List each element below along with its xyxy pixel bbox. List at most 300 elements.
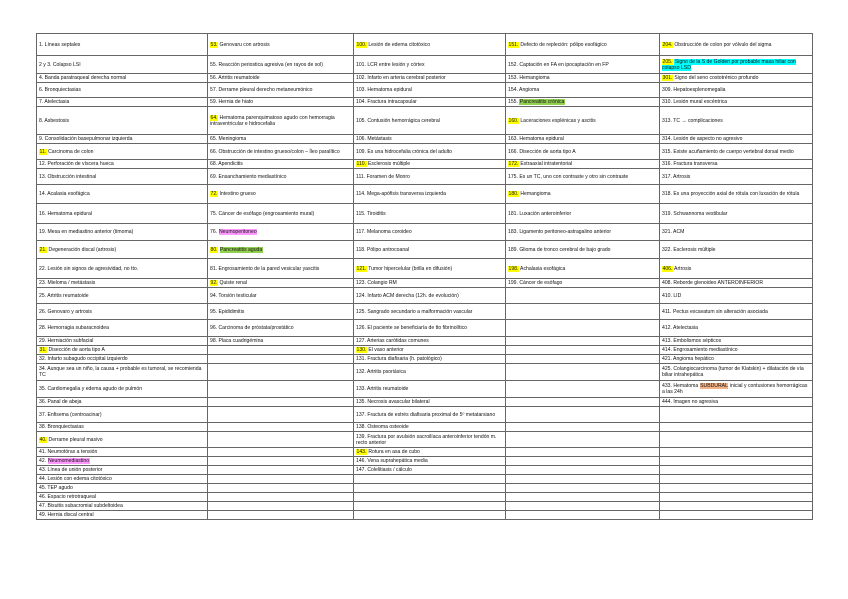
answer-cell	[208, 364, 354, 381]
answer-cell	[506, 144, 660, 160]
answer-text: 55. Reacción periostica agresiva (en rayos de sol)	[210, 61, 323, 68]
answer-cell	[37, 448, 208, 457]
answer-number-highlight: 110.	[356, 161, 367, 167]
answer-text: 163. Hematoma epidural	[508, 136, 564, 142]
answer-cell	[208, 169, 354, 185]
answer-text: 127. Arterias carótidas comunes	[356, 338, 429, 344]
answer-cell	[37, 160, 208, 169]
answer-cell	[37, 355, 208, 364]
answer-cell	[506, 288, 660, 304]
answer-cell	[354, 259, 506, 279]
answer-cell	[37, 466, 208, 475]
answer-cell	[506, 135, 660, 144]
answer-cell	[37, 34, 208, 56]
table-row	[37, 259, 813, 279]
answer-cell	[37, 224, 208, 241]
answer-cell	[354, 185, 506, 204]
answer-text: 68. Apendicitis	[210, 161, 243, 167]
answer-cell	[354, 135, 506, 144]
answer-text: 322. Esclerosis múltiple	[662, 246, 716, 253]
answer-cell	[208, 224, 354, 241]
answer-cell	[208, 204, 354, 224]
answer-text: 412. Atelectasia	[662, 325, 698, 331]
answer-text: 124. Infarto ACM derecha (12h. de evolución)	[356, 292, 459, 299]
answer-number-highlight: 72.	[210, 191, 218, 197]
answer-text: Intestino grueso	[218, 191, 256, 197]
answer-text: Rotura en asa de cubo	[366, 449, 420, 455]
answer-cell	[208, 56, 354, 74]
answer-cell	[354, 279, 506, 288]
answer-number-highlight: 198.	[508, 265, 519, 272]
answer-text: 408. Reborde glenoideo ANTEROINFERIOR	[662, 280, 764, 286]
answer-text: 318. Es una proyección axial de rótula con luxación de rótula	[662, 191, 800, 197]
answer-text: El vaso anterior	[366, 347, 404, 353]
table-row	[37, 320, 813, 337]
answer-cell	[354, 56, 506, 74]
answer-text: 166. Disección de aorta tipo A	[508, 148, 576, 155]
answer-cell	[354, 381, 506, 398]
answer-text: 44. Lesión con edema citotóxico	[39, 476, 112, 482]
answer-cell	[37, 135, 208, 144]
answer-cell	[354, 98, 506, 107]
answer-cell	[660, 448, 813, 457]
answer-text: Quiste renal	[218, 280, 247, 286]
answer-cell	[506, 484, 660, 493]
answer-cell	[354, 355, 506, 364]
table-row	[37, 135, 813, 144]
table-row	[37, 185, 813, 204]
answer-cell	[506, 204, 660, 224]
table-row	[37, 493, 813, 502]
answer-cell	[354, 83, 506, 98]
answer-cell	[354, 160, 506, 169]
answer-text: 49. Hernia discal central	[39, 512, 94, 518]
answer-cell	[37, 56, 208, 74]
answer-number-highlight: 40.	[39, 436, 47, 443]
answer-number-highlight: 301.	[662, 75, 673, 81]
answer-text: Derrame pleural masivo	[47, 436, 103, 443]
answer-cell	[354, 337, 506, 346]
answer-text: 76.	[210, 229, 219, 235]
answer-cell	[37, 493, 208, 502]
answer-text: 109. Es una hidrocefalia crónica del adulto	[356, 148, 452, 155]
answer-text: 23. Mieloma / metástasis	[39, 280, 96, 286]
answer-text: 41. Neumotórax a tensión	[39, 449, 98, 455]
answer-text: Hematoma parenquimatoso agudo con hemorragia intraventricular e hidrocefalia	[210, 114, 335, 127]
table-row	[37, 160, 813, 169]
answer-text: Extraaxial intratentorial	[518, 161, 573, 167]
answer-text: 2 y 3. Colapso LSI	[39, 61, 81, 68]
answer-number-highlight: 130.	[356, 347, 367, 353]
answer-number-highlight: 80.	[210, 246, 218, 253]
answer-text: 4. Banda paratraqueal derecha normal	[39, 75, 127, 81]
answer-cell	[37, 484, 208, 493]
answer-cell	[660, 381, 813, 398]
answer-cell	[37, 169, 208, 185]
answer-sheet	[36, 33, 812, 520]
answer-text: 433. Hematoma	[662, 383, 700, 389]
answer-cell	[354, 407, 506, 423]
answer-cell	[506, 432, 660, 448]
answer-cell	[660, 502, 813, 511]
answer-text: 28. Hemorragia subaracnoidea	[39, 325, 109, 331]
answer-cell	[660, 160, 813, 169]
answer-text: 117. Melanoma coroideo	[356, 229, 412, 235]
answer-cell	[660, 83, 813, 98]
answer-cell	[506, 34, 660, 56]
answer-cell	[506, 398, 660, 407]
answer-cell	[37, 259, 208, 279]
answer-cell	[506, 320, 660, 337]
answer-cell	[208, 279, 354, 288]
highlighted-answer-text: Pancreatitis crónica	[519, 99, 565, 105]
answer-number-highlight: 180.	[508, 191, 519, 197]
answer-text: 414. Engrosamiento mediastínico	[662, 347, 738, 353]
answer-cell	[506, 185, 660, 204]
answer-text: Obstrucción de colon por vólvulo del sigma	[672, 41, 772, 48]
answer-text: 181. Luxación anteroinferior	[508, 210, 572, 217]
answer-text: Laceraciones esplénicas y ascitis	[518, 117, 596, 124]
answer-cell	[37, 279, 208, 288]
answer-text: 57. Derrame pleural derecho metaneumónico	[210, 87, 313, 93]
answer-text: 12. Perforación de víscera hueca	[39, 161, 114, 167]
answer-cell	[208, 511, 354, 520]
answer-text: 13. Obstrucción intestinal	[39, 173, 97, 180]
answer-cell	[354, 364, 506, 381]
answer-cell	[354, 457, 506, 466]
answer-text: 189. Glioma de tronco cerebral de bajo grado	[508, 246, 611, 253]
answer-text: 36. Panal de abeja	[39, 399, 82, 405]
table-row	[37, 83, 813, 98]
answer-cell	[660, 398, 813, 407]
answer-cell	[506, 346, 660, 355]
answer-cell	[37, 185, 208, 204]
answer-cell	[208, 423, 354, 432]
answer-cell	[208, 432, 354, 448]
answer-cell	[660, 135, 813, 144]
answer-text: 154. Angioma	[508, 87, 540, 93]
answer-text: Carcinoma de colon	[46, 148, 94, 155]
table-row	[37, 457, 813, 466]
answer-text: 66. Obstrucción de intestino grueso/colon – Íleo paralítico	[210, 148, 340, 155]
answer-cell	[660, 346, 813, 355]
answer-number-highlight: 21.	[39, 246, 47, 253]
answer-cell	[506, 407, 660, 423]
answer-text: 103. Hematoma epidural	[356, 87, 412, 93]
answer-text: Achalasia esofágica	[518, 265, 566, 272]
answers-table-body	[37, 34, 813, 520]
answer-cell	[208, 107, 354, 135]
answer-cell	[660, 169, 813, 185]
answer-text: 19. Mesa en mediastino anterior (timoma)	[39, 229, 134, 235]
answer-cell	[37, 304, 208, 320]
answer-cell	[208, 502, 354, 511]
answer-cell	[208, 259, 354, 279]
table-row	[37, 381, 813, 398]
answer-cell	[354, 475, 506, 484]
answer-cell	[354, 502, 506, 511]
answer-text: 125. Sangrado secundario a malformación vascular	[356, 308, 473, 315]
answer-text: 32. Infarto subagudo occipital izquierdo	[39, 356, 128, 362]
table-row	[37, 224, 813, 241]
answer-cell	[37, 241, 208, 259]
answer-cell	[354, 304, 506, 320]
answer-text: 104. Fractura intracapsular	[356, 99, 417, 105]
answer-cell	[208, 83, 354, 98]
answer-cell	[660, 407, 813, 423]
answer-cell	[37, 364, 208, 381]
answer-cell	[506, 56, 660, 74]
table-row	[37, 304, 813, 320]
answer-number-highlight: 406.	[662, 265, 673, 272]
answer-text: 8. Asbestosis	[39, 117, 70, 124]
answer-cell	[660, 259, 813, 279]
answer-cell	[660, 107, 813, 135]
answer-cell	[506, 364, 660, 381]
answer-text: 319. Schwannoma vestibular	[662, 210, 728, 217]
answer-cell	[354, 241, 506, 259]
answer-cell	[660, 337, 813, 346]
answer-cell	[208, 135, 354, 144]
table-row	[37, 475, 813, 484]
answer-text: 411. Pectus excavatum sin alteración asociada	[662, 308, 768, 315]
answer-cell	[354, 224, 506, 241]
answer-cell	[354, 320, 506, 337]
answer-text: 153. Hemangioma	[508, 75, 550, 81]
answer-cell	[37, 475, 208, 484]
answer-text: 444. Imagen no agresiva	[662, 399, 719, 405]
answer-text: 105. Contusión hemorrágica cerebral	[356, 117, 440, 124]
answer-cell	[208, 484, 354, 493]
answer-cell	[354, 346, 506, 355]
answer-number-highlight: 143.	[356, 449, 367, 455]
answer-text: Defecto de repleción: pólipo esofágico	[518, 41, 607, 48]
answer-cell	[506, 381, 660, 398]
answer-cell	[660, 423, 813, 432]
answer-cell	[37, 423, 208, 432]
answer-text: Hemangioma	[518, 191, 551, 197]
answer-text: 45. TEP agudo	[39, 485, 73, 491]
answer-cell	[506, 475, 660, 484]
answer-text: 155.	[508, 99, 520, 105]
answer-cell	[354, 484, 506, 493]
answer-text: 135. Necrosis avascular bilateral	[356, 399, 430, 405]
answer-number-highlight: 31.	[39, 347, 47, 353]
answer-text: 114. Mega-apófisis transversa izquierda	[356, 191, 446, 197]
answer-text: 131. Fractura diafisaria (h. patológico)	[356, 356, 442, 362]
answer-text: 47. Bisuitis subacromial subdeltoidea	[39, 503, 123, 509]
answer-text: 1. Líneas septales	[39, 41, 81, 48]
table-row	[37, 432, 813, 448]
answer-text: 6. Bronquiectasias	[39, 87, 81, 93]
answer-cell	[660, 56, 813, 74]
answer-text: 421. Angioma hepático	[662, 356, 714, 362]
table-row	[37, 502, 813, 511]
answer-text: 315. Existe acuñamiento de cuerpo vertebral dorsal medio	[662, 148, 794, 155]
answer-number-highlight: 53.	[210, 41, 218, 48]
answer-cell	[354, 493, 506, 502]
answer-cell	[660, 74, 813, 83]
answer-cell	[506, 493, 660, 502]
answer-number-highlight: 11.	[39, 148, 47, 155]
answer-text: 34. Aunque sea un niño, la causa + probable es tumoral, se recomienda TC	[39, 366, 202, 378]
answer-cell	[506, 279, 660, 288]
table-row	[37, 423, 813, 432]
answer-cell	[208, 98, 354, 107]
answer-cell	[37, 502, 208, 511]
answer-cell	[37, 337, 208, 346]
answer-number-highlight: 100.	[356, 41, 367, 48]
answer-text: 111. Foramen de Monro	[356, 173, 410, 180]
answer-cell	[208, 381, 354, 398]
table-row	[37, 511, 813, 520]
answer-text: 310. Lesión mural excéntrica	[662, 99, 728, 105]
table-row	[37, 337, 813, 346]
answer-cell	[354, 204, 506, 224]
answer-cell	[506, 74, 660, 83]
answers-table	[36, 33, 813, 520]
answer-text: 413. Embolismos sépticos	[662, 338, 722, 344]
answer-cell	[506, 466, 660, 475]
answer-number-highlight: 64.	[210, 114, 218, 121]
answer-text: 314. Lesión de aspecto no agresivo	[662, 136, 743, 142]
answer-text: 101. LCR entre lesión y córtex	[356, 61, 425, 68]
answer-text: 35. Cardiomegalia y edema agudo de pulmón	[39, 386, 143, 392]
answer-text: 37. Enfisema (centroacinar)	[39, 411, 102, 418]
answer-cell	[208, 466, 354, 475]
answer-cell	[660, 484, 813, 493]
table-row	[37, 98, 813, 107]
answer-cell	[37, 98, 208, 107]
answer-cell	[660, 475, 813, 484]
answer-cell	[660, 511, 813, 520]
answer-cell	[660, 241, 813, 259]
answer-cell	[37, 144, 208, 160]
answer-number-highlight: 204.	[662, 41, 673, 48]
table-row	[37, 355, 813, 364]
answer-cell	[354, 107, 506, 135]
answer-cell	[208, 304, 354, 320]
answer-text: 175. Es un TC, uno con contraste y otro sin contraste	[508, 173, 629, 180]
answer-text: 59. Hernia de hiato	[210, 99, 254, 105]
answer-text: 183. Ligamento peritoneo-astragalino anterior	[508, 229, 612, 235]
answer-cell	[506, 224, 660, 241]
answer-text: 69. Ensanchamiento mediastínico	[210, 173, 287, 180]
answer-cell	[660, 34, 813, 56]
answer-cell	[37, 320, 208, 337]
answer-cell	[354, 423, 506, 432]
answer-cell	[660, 493, 813, 502]
answer-cell	[37, 288, 208, 304]
answer-text: 14. Acalasia esofágica	[39, 191, 90, 197]
answer-cell	[506, 107, 660, 135]
answer-cell	[354, 398, 506, 407]
answer-cell	[208, 185, 354, 204]
table-row	[37, 288, 813, 304]
answer-text: Esclerosis múltiple	[366, 161, 411, 167]
answer-cell	[354, 432, 506, 448]
highlighted-answer-text: Neumomediastino	[48, 458, 90, 464]
answer-cell	[660, 185, 813, 204]
answer-number-highlight: 151.	[508, 41, 519, 48]
answer-cell	[660, 355, 813, 364]
answer-text: 410. LID	[662, 292, 682, 299]
answer-text: 317. Artrosis	[662, 173, 691, 180]
table-row	[37, 144, 813, 160]
answer-cell	[37, 432, 208, 448]
highlighted-answer-text: Pancreatitis aguda	[220, 246, 263, 253]
answer-cell	[660, 304, 813, 320]
table-row	[37, 346, 813, 355]
answer-cell	[506, 448, 660, 457]
answer-cell	[354, 466, 506, 475]
answer-cell	[354, 288, 506, 304]
highlighted-answer-text: Signo de la S de Golden por probable masa hiliar con colapso LSD	[662, 58, 796, 71]
answer-cell	[37, 398, 208, 407]
answer-cell	[208, 337, 354, 346]
answer-text: 25. Artritis reumatoide	[39, 292, 89, 299]
answer-cell	[354, 144, 506, 160]
table-row	[37, 466, 813, 475]
answer-text: 139. Fractura por avulsión sacroilíaca anteroinferior tendón m. recto anterior	[356, 433, 497, 446]
answer-text: 29. Herniación subfacial	[39, 338, 94, 344]
table-row	[37, 241, 813, 259]
answer-cell	[208, 160, 354, 169]
answer-text: Degeneración discal (artrosis)	[47, 246, 117, 253]
answer-text: 16. Hematoma epidural	[39, 210, 92, 217]
answer-cell	[208, 346, 354, 355]
answer-text: 22. Lesión sin signos de agresividad, no tto.	[39, 265, 139, 272]
answer-text: 102. Infarto en arteria cerebral posterior	[356, 75, 446, 81]
answer-cell	[506, 355, 660, 364]
answer-text: Artrosis	[672, 265, 692, 272]
answer-text: 95. Epididimitis	[210, 308, 245, 315]
answer-text: 316. Fractura transversa	[662, 161, 718, 167]
answer-cell	[660, 224, 813, 241]
answer-cell	[37, 346, 208, 355]
answer-text: Signo del seno costotrénico profundo	[672, 75, 759, 81]
answer-cell	[506, 457, 660, 466]
answer-cell	[208, 288, 354, 304]
answer-cell	[37, 511, 208, 520]
answer-cell	[354, 74, 506, 83]
answer-number-highlight: 172.	[508, 161, 519, 167]
answer-text: 81. Engrosamiento de la pared vesicular yascitis	[210, 265, 320, 272]
answer-text: 313. TC → complicaciones	[662, 117, 723, 124]
answer-cell	[506, 169, 660, 185]
answer-text: 146. Vena suprahepática media	[356, 458, 428, 464]
answer-text: 94. Torsión testicular	[210, 292, 257, 299]
table-row	[37, 279, 813, 288]
table-row	[37, 407, 813, 423]
table-row	[37, 448, 813, 457]
highlighted-answer-text: Neumoperitoneo	[219, 229, 257, 235]
answer-text: 42.	[39, 458, 48, 464]
answer-cell	[660, 364, 813, 381]
answer-text: 38. Bronquiectasias	[39, 424, 84, 430]
highlighted-answer-text: SUBDURAL	[700, 383, 728, 389]
answer-cell	[354, 169, 506, 185]
answer-text: 115. Tiroiditis	[356, 210, 386, 217]
answer-cell	[37, 204, 208, 224]
answer-text: Tumor hipercelular (brilla en difusión)	[366, 265, 453, 272]
answer-text: 126. El paciente se beneficiaría de tto fibrinolítico	[356, 325, 467, 331]
answer-cell	[660, 320, 813, 337]
answer-cell	[506, 259, 660, 279]
answer-text: 147. Colelitiasis / cálculo	[356, 467, 412, 473]
answer-text: Lesión de edema citotóxico	[366, 41, 431, 48]
table-row	[37, 34, 813, 56]
